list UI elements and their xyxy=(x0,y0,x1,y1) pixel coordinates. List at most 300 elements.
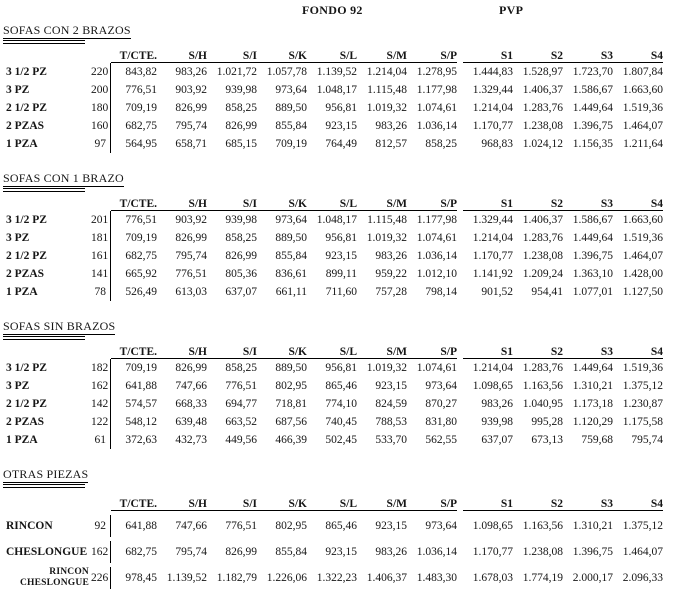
column-header: S1 xyxy=(463,493,513,511)
price-cell: 1.177,98 xyxy=(416,214,457,226)
price-cell: 1.278,95 xyxy=(416,66,457,78)
size-column-header xyxy=(91,493,111,511)
price-table xyxy=(3,45,663,153)
row-size: 182 xyxy=(91,359,111,377)
price-cell: 466,39 xyxy=(275,434,307,446)
price-cell: 1.012,10 xyxy=(416,268,457,280)
row-label: 3 1/2 PZ xyxy=(6,362,47,374)
column-header: S3 xyxy=(563,493,613,511)
column-header: S/M xyxy=(357,341,407,359)
price-cell: 855,84 xyxy=(275,120,307,132)
column-header: S/H xyxy=(157,193,207,211)
price-cell: 805,36 xyxy=(225,268,257,280)
price-cell: 923,15 xyxy=(325,250,357,262)
price-cell: 764,49 xyxy=(325,138,357,150)
price-cell: 694,77 xyxy=(225,398,257,410)
price-cell: 973,64 xyxy=(275,214,307,226)
price-cell: 954,41 xyxy=(531,286,563,298)
price-cell: 889,50 xyxy=(275,102,307,114)
price-cell: 788,53 xyxy=(375,416,407,428)
section-title-block xyxy=(3,169,673,192)
price-cell: 1.464,07 xyxy=(622,120,663,132)
price-cell: 843,82 xyxy=(125,66,157,78)
column-header: S/L xyxy=(307,193,357,211)
price-cell: 1.329,44 xyxy=(472,214,513,226)
price-cell: 709,19 xyxy=(125,232,157,244)
row-label: 2 1/2 PZ xyxy=(6,250,47,262)
price-cell: 1.238,08 xyxy=(522,120,563,132)
table-row xyxy=(3,567,663,589)
price-cell: 795,74 xyxy=(175,250,207,262)
price-cell: 824,59 xyxy=(375,398,407,410)
row-size: 122 xyxy=(91,413,111,431)
price-cell: 831,80 xyxy=(425,416,457,428)
price-cell: 1.329,44 xyxy=(472,84,513,96)
price-cell: 1.586,67 xyxy=(572,214,613,226)
column-header: S3 xyxy=(563,193,613,211)
column-header: S/K xyxy=(257,341,307,359)
price-cell: 889,50 xyxy=(275,362,307,374)
table-body xyxy=(3,359,663,449)
column-header: T/CTE. xyxy=(111,45,157,63)
price-section xyxy=(3,317,673,449)
price-cell: 564,95 xyxy=(125,138,157,150)
price-cell: 1.156,35 xyxy=(572,138,613,150)
price-cell: 802,95 xyxy=(275,520,307,532)
column-header: S4 xyxy=(613,341,663,359)
price-cell: 1.519,36 xyxy=(622,102,663,114)
price-cell: 983,26 xyxy=(481,398,513,410)
price-cell: 682,75 xyxy=(125,120,157,132)
price-cell: 1.375,12 xyxy=(622,380,663,392)
table-row xyxy=(3,283,663,301)
column-header: S/P xyxy=(407,193,457,211)
row-label: 1 PZA xyxy=(6,138,38,150)
section-title-double-rule xyxy=(3,40,85,44)
row-size: 61 xyxy=(91,431,111,449)
price-cell: 1.177,98 xyxy=(416,84,457,96)
price-cell: 1.057,78 xyxy=(266,66,307,78)
row-size: 200 xyxy=(91,81,111,99)
column-header: S1 xyxy=(463,341,513,359)
price-cell: 1.048,17 xyxy=(316,84,357,96)
price-cell: 1.019,32 xyxy=(366,362,407,374)
price-cell: 759,68 xyxy=(581,434,613,446)
row-label-header xyxy=(3,341,91,359)
price-cell: 1.098,65 xyxy=(472,380,513,392)
column-header: S/P xyxy=(407,493,457,511)
price-section xyxy=(3,465,673,593)
price-cell: 449,56 xyxy=(225,434,257,446)
price-cell: 826,99 xyxy=(175,102,207,114)
row-size: 162 xyxy=(91,541,111,563)
table-row xyxy=(3,395,663,413)
price-cell: 502,45 xyxy=(325,434,357,446)
column-header: S/H xyxy=(157,45,207,63)
price-cell: 1.211,64 xyxy=(623,138,663,150)
price-cell: 1.182,79 xyxy=(216,572,257,584)
price-cell: 668,33 xyxy=(175,398,207,410)
table-row xyxy=(3,247,663,265)
price-cell: 1.363,10 xyxy=(572,268,613,280)
column-header: S/I xyxy=(207,341,257,359)
price-cell: 1.209,24 xyxy=(522,268,563,280)
price-cell: 1.226,06 xyxy=(266,572,307,584)
column-header: S/I xyxy=(207,493,257,511)
price-cell: 1.230,87 xyxy=(622,398,663,410)
price-cell: 1.170,77 xyxy=(472,120,513,132)
price-cell: 956,81 xyxy=(325,232,357,244)
table-body xyxy=(3,211,663,301)
row-size: 92 xyxy=(91,515,111,537)
row-size: 180 xyxy=(91,99,111,117)
row-label: 3 1/2 PZ xyxy=(6,214,47,226)
price-cell: 983,26 xyxy=(375,120,407,132)
row-label: RINCON xyxy=(6,520,53,532)
section-title-block xyxy=(3,21,673,44)
price-cell: 1.024,12 xyxy=(522,138,563,150)
price-table xyxy=(3,489,663,593)
row-label-header xyxy=(3,193,91,211)
table-body xyxy=(3,515,663,589)
price-cell: 1.238,08 xyxy=(522,250,563,262)
price-cell: 1.139,52 xyxy=(166,572,207,584)
price-cell: 711,60 xyxy=(325,286,357,298)
row-size: 161 xyxy=(91,247,111,265)
price-cell: 812,57 xyxy=(375,138,407,150)
column-header: T/CTE. xyxy=(111,193,157,211)
row-label xyxy=(3,567,91,589)
section-title: SOFAS CON 2 BRAZOS xyxy=(3,23,131,37)
section-title-double-rule xyxy=(3,336,85,340)
price-cell: 1.464,07 xyxy=(622,546,663,558)
row-label: 3 PZ xyxy=(6,380,30,392)
row-label: 2 PZAS xyxy=(6,416,45,428)
table-body xyxy=(3,63,663,153)
price-cell: 718,81 xyxy=(275,398,307,410)
column-header: S/I xyxy=(207,45,257,63)
row-size: 160 xyxy=(91,117,111,135)
price-cell: 673,13 xyxy=(531,434,563,446)
table-row xyxy=(3,117,663,135)
price-cell: 1.098,65 xyxy=(472,520,513,532)
price-cell: 1.074,61 xyxy=(416,102,457,114)
row-label: 3 PZ xyxy=(6,84,30,96)
price-cell: 1.173,18 xyxy=(572,398,613,410)
price-cell: 939,98 xyxy=(225,84,257,96)
column-header: S/M xyxy=(357,493,407,511)
price-cell: 432,73 xyxy=(175,434,207,446)
price-cell: 795,74 xyxy=(175,546,207,558)
row-label: 2 1/2 PZ xyxy=(6,102,47,114)
price-cell: 641,88 xyxy=(125,520,157,532)
price-cell: 1.163,56 xyxy=(522,520,563,532)
price-cell: 826,99 xyxy=(225,250,257,262)
price-cell: 1.074,61 xyxy=(416,232,457,244)
price-cell: 956,81 xyxy=(325,102,357,114)
price-cell: 1.115,48 xyxy=(367,84,407,96)
price-cell: 995,28 xyxy=(531,416,563,428)
price-cell: 1.238,08 xyxy=(522,546,563,558)
price-cell: 1.040,95 xyxy=(522,398,563,410)
price-cell: 1.519,36 xyxy=(622,362,663,374)
section-title-double-rule xyxy=(3,188,85,192)
price-cell: 983,26 xyxy=(175,66,207,78)
column-header: S4 xyxy=(613,45,663,63)
price-cell: 923,15 xyxy=(325,546,357,558)
price-cell: 747,66 xyxy=(175,380,207,392)
row-label: 1 PZA xyxy=(6,286,38,298)
section-title-double-rule xyxy=(3,484,85,488)
price-cell: 973,64 xyxy=(425,520,457,532)
price-cell: 1.406,37 xyxy=(522,84,563,96)
price-cell: 1.322,23 xyxy=(316,572,357,584)
price-cell: 682,75 xyxy=(125,250,157,262)
table-head xyxy=(3,193,663,211)
price-cell: 776,51 xyxy=(225,520,257,532)
price-cell: 757,28 xyxy=(375,286,407,298)
fondo-92-group-label: FONDO 92 xyxy=(302,3,363,17)
price-cell: 798,14 xyxy=(425,286,457,298)
price-cell: 903,92 xyxy=(175,214,207,226)
column-header: S2 xyxy=(513,493,563,511)
price-cell: 1.019,32 xyxy=(366,232,407,244)
column-header-row xyxy=(3,45,663,63)
price-cell: 1.449,64 xyxy=(572,362,613,374)
table-head xyxy=(3,341,663,359)
price-cell: 1.310,21 xyxy=(572,380,613,392)
price-cell: 1.115,48 xyxy=(367,214,407,226)
price-cell: 776,51 xyxy=(175,268,207,280)
price-cell: 2.096,33 xyxy=(622,572,663,584)
column-header-row xyxy=(3,493,663,511)
column-header-row xyxy=(3,341,663,359)
price-cell: 1.283,76 xyxy=(522,232,563,244)
price-cell: 1.428,00 xyxy=(622,268,663,280)
price-cell: 1.483,30 xyxy=(416,572,457,584)
column-header-row xyxy=(3,193,663,211)
price-cell: 956,81 xyxy=(325,362,357,374)
price-cell: 776,51 xyxy=(225,380,257,392)
price-cell: 858,25 xyxy=(225,102,257,114)
price-cell: 1.310,21 xyxy=(572,520,613,532)
row-label: 2 PZAS xyxy=(6,120,45,132)
price-cell: 858,25 xyxy=(225,362,257,374)
price-cell: 959,22 xyxy=(375,268,407,280)
price-cell: 687,56 xyxy=(275,416,307,428)
price-cell: 855,84 xyxy=(275,250,307,262)
price-cell: 1.036,14 xyxy=(416,120,457,132)
price-cell: 889,50 xyxy=(275,232,307,244)
price-cell: 923,15 xyxy=(375,380,407,392)
price-cell: 1.678,03 xyxy=(472,572,513,584)
price-cell: 939,98 xyxy=(225,214,257,226)
price-cell: 637,07 xyxy=(225,286,257,298)
price-cell: 613,03 xyxy=(175,286,207,298)
price-cell: 709,19 xyxy=(125,102,157,114)
price-cell: 1.214,04 xyxy=(472,232,513,244)
table-row xyxy=(3,229,663,247)
price-cell: 973,64 xyxy=(275,84,307,96)
table-head xyxy=(3,45,663,63)
price-cell: 1.444,83 xyxy=(472,66,513,78)
column-header: S/K xyxy=(257,193,307,211)
price-cell: 740,45 xyxy=(325,416,357,428)
row-size: 162 xyxy=(91,377,111,395)
table-row xyxy=(3,413,663,431)
price-cell: 1.175,58 xyxy=(622,416,663,428)
price-cell: 870,27 xyxy=(425,398,457,410)
price-cell: 661,11 xyxy=(275,286,307,298)
price-section xyxy=(3,21,673,153)
price-cell: 1.723,70 xyxy=(572,66,613,78)
price-cell: 1.283,76 xyxy=(522,102,563,114)
column-header: S/L xyxy=(307,341,357,359)
price-cell: 1.170,77 xyxy=(472,546,513,558)
price-cell: 901,52 xyxy=(481,286,513,298)
column-header: S/H xyxy=(157,493,207,511)
column-header: S1 xyxy=(463,193,513,211)
price-cell: 1.406,37 xyxy=(366,572,407,584)
price-cell: 1.406,37 xyxy=(522,214,563,226)
column-header: S4 xyxy=(613,193,663,211)
row-label: 3 PZ xyxy=(6,232,30,244)
price-cell: 1.774,19 xyxy=(522,572,563,584)
price-cell: 795,74 xyxy=(631,434,663,446)
column-header: S/K xyxy=(257,45,307,63)
price-cell: 709,19 xyxy=(275,138,307,150)
column-header: S3 xyxy=(563,341,613,359)
column-header: T/CTE. xyxy=(111,493,157,511)
price-cell: 1.663,60 xyxy=(622,84,663,96)
table-row xyxy=(3,431,663,449)
price-cell: 747,66 xyxy=(175,520,207,532)
column-header: S/I xyxy=(207,193,257,211)
price-cell: 826,99 xyxy=(225,120,257,132)
column-header: T/CTE. xyxy=(111,341,157,359)
section-title: SOFAS CON 1 BRAZO xyxy=(3,171,124,185)
price-cell: 802,95 xyxy=(275,380,307,392)
price-cell: 923,15 xyxy=(375,520,407,532)
column-header: S/H xyxy=(157,341,207,359)
price-cell: 1.036,14 xyxy=(416,546,457,558)
table-row xyxy=(3,81,663,99)
price-cell: 1.396,75 xyxy=(572,546,613,558)
table-row xyxy=(3,265,663,283)
row-label-header xyxy=(3,45,91,63)
price-cell: 663,52 xyxy=(225,416,257,428)
price-cell: 548,12 xyxy=(125,416,157,428)
table-row xyxy=(3,135,663,153)
column-header: S/L xyxy=(307,493,357,511)
price-cell: 641,88 xyxy=(125,380,157,392)
column-header: S/L xyxy=(307,45,357,63)
price-cell: 855,84 xyxy=(275,546,307,558)
price-cell: 858,25 xyxy=(225,232,257,244)
price-cell: 865,46 xyxy=(325,380,357,392)
column-header: S/K xyxy=(257,493,307,511)
table-row xyxy=(3,99,663,117)
price-cell: 1.528,97 xyxy=(522,66,563,78)
pvp-group-label: PVP xyxy=(499,3,524,17)
row-label: CHESLONGUE xyxy=(6,546,88,558)
price-cell: 774,10 xyxy=(325,398,357,410)
table-head xyxy=(3,493,663,511)
section-title: SOFAS SIN BRAZOS xyxy=(3,319,116,333)
price-cell: 923,15 xyxy=(325,120,357,132)
size-column-header xyxy=(91,45,111,63)
price-cell: 1.170,77 xyxy=(472,250,513,262)
size-column-header xyxy=(91,341,111,359)
size-column-header xyxy=(91,193,111,211)
price-cell: 372,63 xyxy=(125,434,157,446)
column-header: S1 xyxy=(463,45,513,63)
price-cell: 939,98 xyxy=(481,416,513,428)
table-row xyxy=(3,515,663,537)
price-cell: 1.214,04 xyxy=(472,362,513,374)
row-size: 226 xyxy=(91,567,111,589)
price-cell: 983,26 xyxy=(375,250,407,262)
price-cell: 1.396,75 xyxy=(572,120,613,132)
price-cell: 562,55 xyxy=(425,434,457,446)
price-cell: 533,70 xyxy=(375,434,407,446)
row-label: 2 1/2 PZ xyxy=(6,398,47,410)
price-cell: 1.120,29 xyxy=(572,416,613,428)
row-label-header xyxy=(3,493,91,511)
price-cell: 795,74 xyxy=(175,120,207,132)
column-header: S4 xyxy=(613,493,663,511)
price-cell: 1.519,36 xyxy=(622,232,663,244)
price-cell: 1.021,72 xyxy=(216,66,257,78)
table-row xyxy=(3,63,663,81)
price-cell: 899,11 xyxy=(325,268,357,280)
price-cell: 1.214,04 xyxy=(472,102,513,114)
price-cell: 865,46 xyxy=(325,520,357,532)
price-cell: 1.036,14 xyxy=(416,250,457,262)
row-size: 142 xyxy=(91,395,111,413)
price-cell: 836,61 xyxy=(275,268,307,280)
price-cell: 826,99 xyxy=(175,362,207,374)
price-cell: 526,49 xyxy=(125,286,157,298)
price-cell: 1.048,17 xyxy=(316,214,357,226)
row-size: 141 xyxy=(91,265,111,283)
price-cell: 574,57 xyxy=(125,398,157,410)
price-cell: 826,99 xyxy=(175,232,207,244)
price-cell: 1.074,61 xyxy=(416,362,457,374)
table-row xyxy=(3,377,663,395)
price-cell: 1.464,07 xyxy=(622,250,663,262)
price-cell: 1.449,64 xyxy=(572,102,613,114)
column-header: S/P xyxy=(407,341,457,359)
price-cell: 983,26 xyxy=(375,546,407,558)
price-cell: 1.586,67 xyxy=(572,84,613,96)
section-title-block xyxy=(3,465,673,488)
row-label-line: RINCON xyxy=(49,567,89,577)
price-cell: 968,83 xyxy=(481,138,513,150)
row-size: 220 xyxy=(91,63,111,81)
price-cell: 1.449,64 xyxy=(572,232,613,244)
price-section xyxy=(3,169,673,301)
column-header: S2 xyxy=(513,45,563,63)
group-header-row xyxy=(3,2,673,17)
column-header: S3 xyxy=(563,45,613,63)
price-cell: 826,99 xyxy=(225,546,257,558)
price-cell: 1.077,01 xyxy=(572,286,613,298)
price-cell: 1.214,04 xyxy=(366,66,407,78)
row-label: 3 1/2 PZ xyxy=(6,66,47,78)
row-size: 97 xyxy=(91,135,111,153)
column-header: S/M xyxy=(357,45,407,63)
